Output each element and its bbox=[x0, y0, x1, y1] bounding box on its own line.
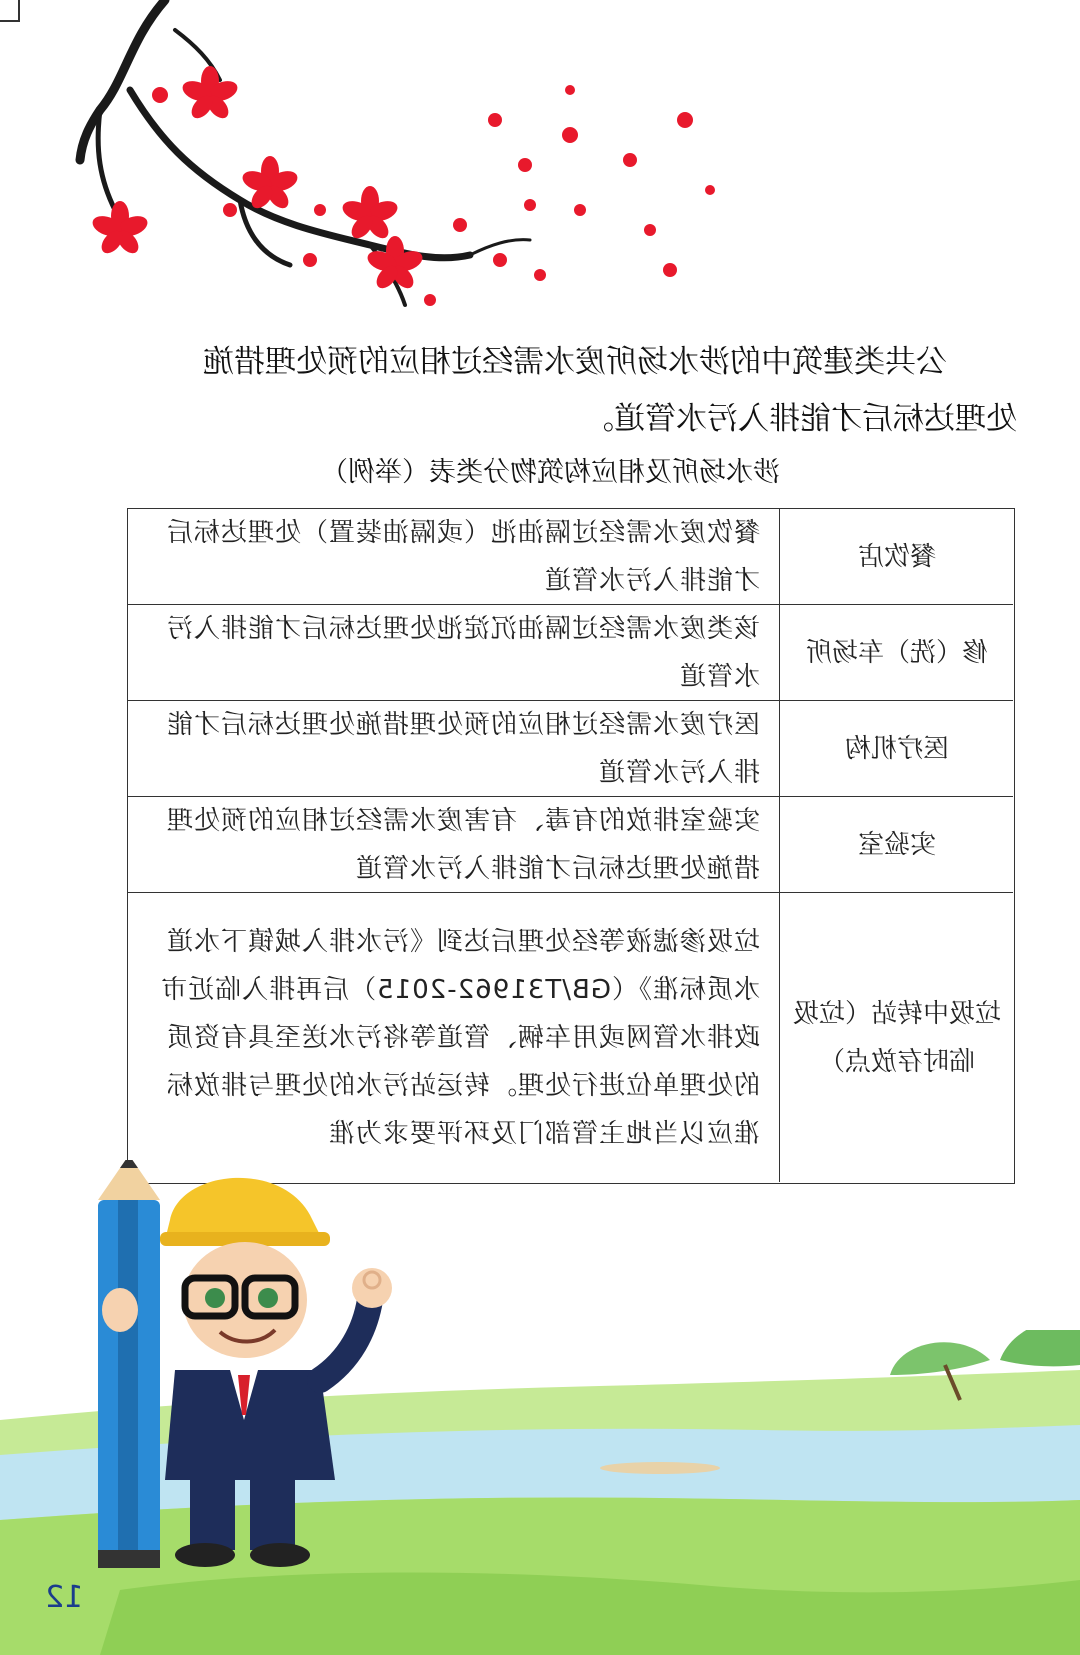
crop-mark bbox=[0, 0, 20, 22]
plum-blossom-branch-icon bbox=[70, 0, 750, 330]
table-row bbox=[128, 893, 1013, 1182]
place-cell: 实验室 bbox=[858, 829, 937, 860]
requirement-cell: 医疗废水需经过相应的预处理措施处理达标后才能排入污水管道 bbox=[165, 709, 760, 788]
place-cell: 垃圾中转站（垃圾临时存放点） bbox=[793, 998, 1002, 1077]
engineer-with-pencil-icon bbox=[80, 1160, 400, 1590]
classification-table bbox=[127, 508, 1015, 1184]
intro-line-1: 公共类建筑中的涉水场所废水需经过相应的预处理措施 bbox=[203, 344, 947, 380]
requirement-cell: 餐饮废水需经过隔油池（或隔油装置）处理达标后才能排入污水管道 bbox=[165, 517, 760, 596]
requirement-cell: 实验室排放的有毒、有害废水需经过相应的预处理措施处理达标后才能排入污水管道 bbox=[165, 805, 760, 884]
place-cell: 医疗机构 bbox=[845, 733, 950, 764]
place-cell: 餐饮店 bbox=[858, 541, 937, 572]
place-cell: 修（洗）车场所 bbox=[806, 637, 989, 668]
table-row bbox=[128, 701, 1013, 797]
table-row bbox=[128, 509, 1013, 605]
table-row bbox=[128, 797, 1013, 893]
table-row bbox=[128, 605, 1013, 701]
page-number: 12 bbox=[45, 1580, 84, 1615]
requirement-cell: 垃圾渗滤液等经处理后达到《污水排入城镇下水道水质标准》（GB/T31962-2015）后再排入临近市政排水管网或用车辆、管道等将污水送至具有资质的处理单位进行处理。转运站污水的处理与排放标准应以当地主管部门及环评要求为准 bbox=[160, 926, 760, 1149]
requirement-cell: 该类废水需经过隔油沉淀池处理达标后才能排入污水管道 bbox=[165, 613, 760, 692]
intro-line-2: 处理达标后才能排入污水管道。 bbox=[583, 401, 1017, 437]
table-title: 涉水场所及相应构筑物分类表（举例） bbox=[320, 457, 780, 488]
